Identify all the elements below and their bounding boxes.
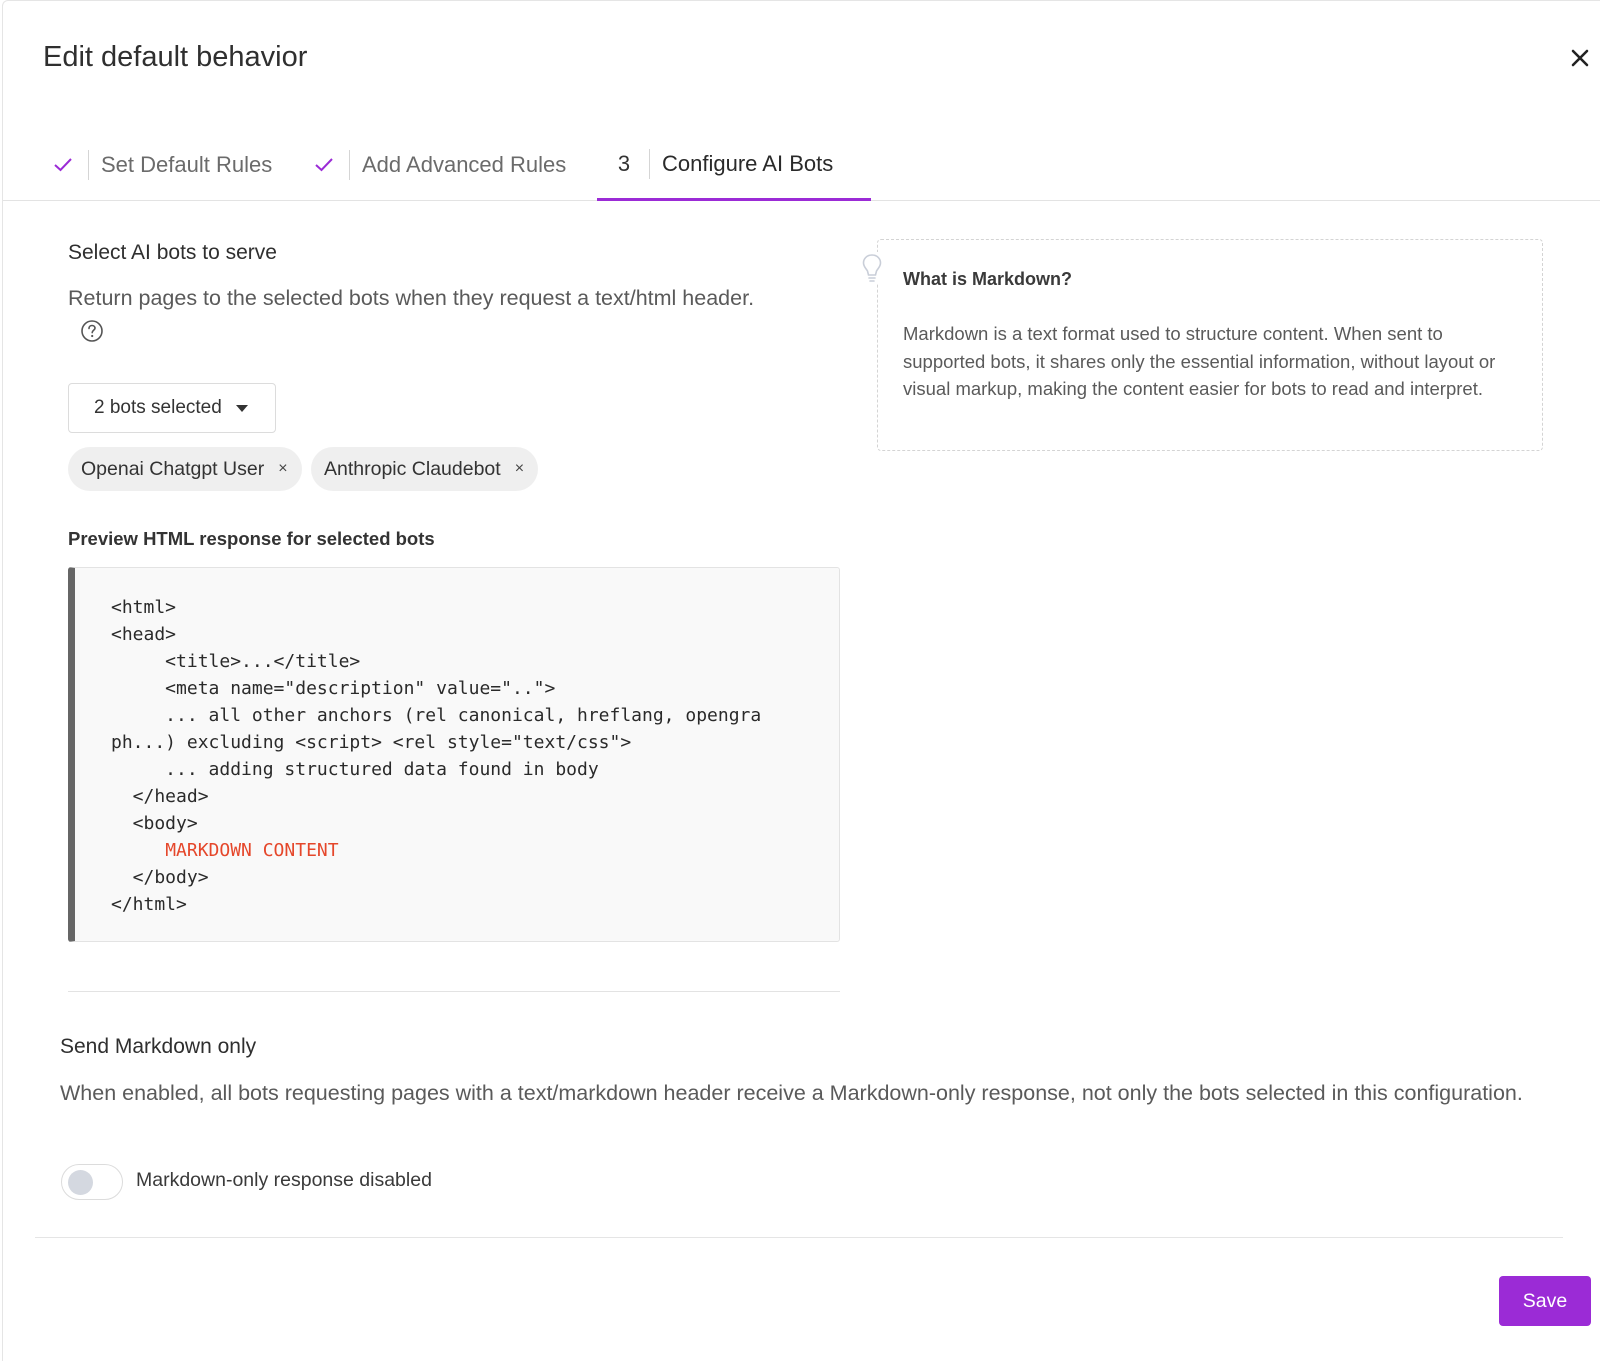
question-circle-icon[interactable] <box>80 319 104 343</box>
code-after: </body> </html> <box>111 867 209 915</box>
step-set-default-rules[interactable] <box>48 129 272 201</box>
check-icon <box>309 157 339 173</box>
step-number: 3 <box>617 150 631 176</box>
select-bots-heading: Select AI bots to serve <box>68 241 277 264</box>
remove-chip-icon[interactable]: × <box>514 460 525 477</box>
help-button[interactable] <box>80 319 104 343</box>
close-button[interactable] <box>1563 41 1597 75</box>
bot-chip-label: Anthropic Claudebot <box>324 457 501 480</box>
caret-down-icon <box>236 405 248 412</box>
markdown-only-description: When enabled, all bots requesting pages with a text/markdown header receive a Markdown-only response, not only the bots selected in this configuration. <box>60 1081 1523 1105</box>
close-icon[interactable] <box>1570 48 1590 68</box>
bot-chip-label: Openai Chatgpt User <box>81 457 265 480</box>
step-label: Configure AI Bots <box>662 150 834 176</box>
step-add-advanced-rules[interactable] <box>309 129 566 201</box>
section-divider <box>68 991 840 992</box>
info-title: What is Markdown? <box>903 269 1073 289</box>
info-body: Markdown is a text format used to structure content. When sent to supported bots, it shares only the essential information, without layout or visual markup, making the content easier for bots to read and interpret. <box>903 323 1496 399</box>
select-bots-description: Return pages to the selected bots when they request a text/html header. <box>68 286 755 310</box>
toggle-knob <box>68 1170 93 1195</box>
step-label: Add Advanced Rules <box>362 152 567 177</box>
remove-chip-icon[interactable]: × <box>278 460 288 477</box>
code-before: <html> <head> <title>...</title> <meta name="description" value=".."> ... all other anchors (rel canonical, hreflang, opengra ph...) excluding <script> <rel style="text/css"> ... adding structured data found in body </head> <body> <box>111 597 762 834</box>
bots-dropdown-label: 2 bots selected <box>94 397 222 418</box>
markdown-only-toggle[interactable] <box>61 1164 123 1200</box>
step-separator <box>349 150 350 180</box>
code-text <box>111 594 761 918</box>
preview-heading: Preview HTML response for selected bots <box>68 528 435 549</box>
footer-divider <box>35 1237 1563 1238</box>
markdown-content-placeholder: MARKDOWN CONTENT <box>165 840 339 861</box>
markdown-only-toggle-label: Markdown-only response disabled <box>136 1169 432 1191</box>
markdown-info-panel <box>877 239 1543 451</box>
stepper <box>3 129 1600 201</box>
step-separator <box>649 149 650 179</box>
check-icon <box>48 157 78 173</box>
step-label: Set Default Rules <box>101 152 273 177</box>
html-preview-code-block <box>68 567 840 942</box>
bot-chip <box>311 447 538 491</box>
lightbulb-icon <box>860 252 884 284</box>
bot-chip <box>68 447 302 491</box>
step-separator <box>88 150 89 180</box>
step-configure-ai-bots[interactable] <box>597 129 871 201</box>
edit-default-behavior-modal <box>2 0 1600 1361</box>
bots-dropdown[interactable] <box>68 383 276 433</box>
markdown-only-heading: Send Markdown only <box>60 1035 257 1058</box>
modal-title: Edit default behavior <box>43 41 308 73</box>
save-button[interactable]: Save <box>1499 1276 1591 1326</box>
